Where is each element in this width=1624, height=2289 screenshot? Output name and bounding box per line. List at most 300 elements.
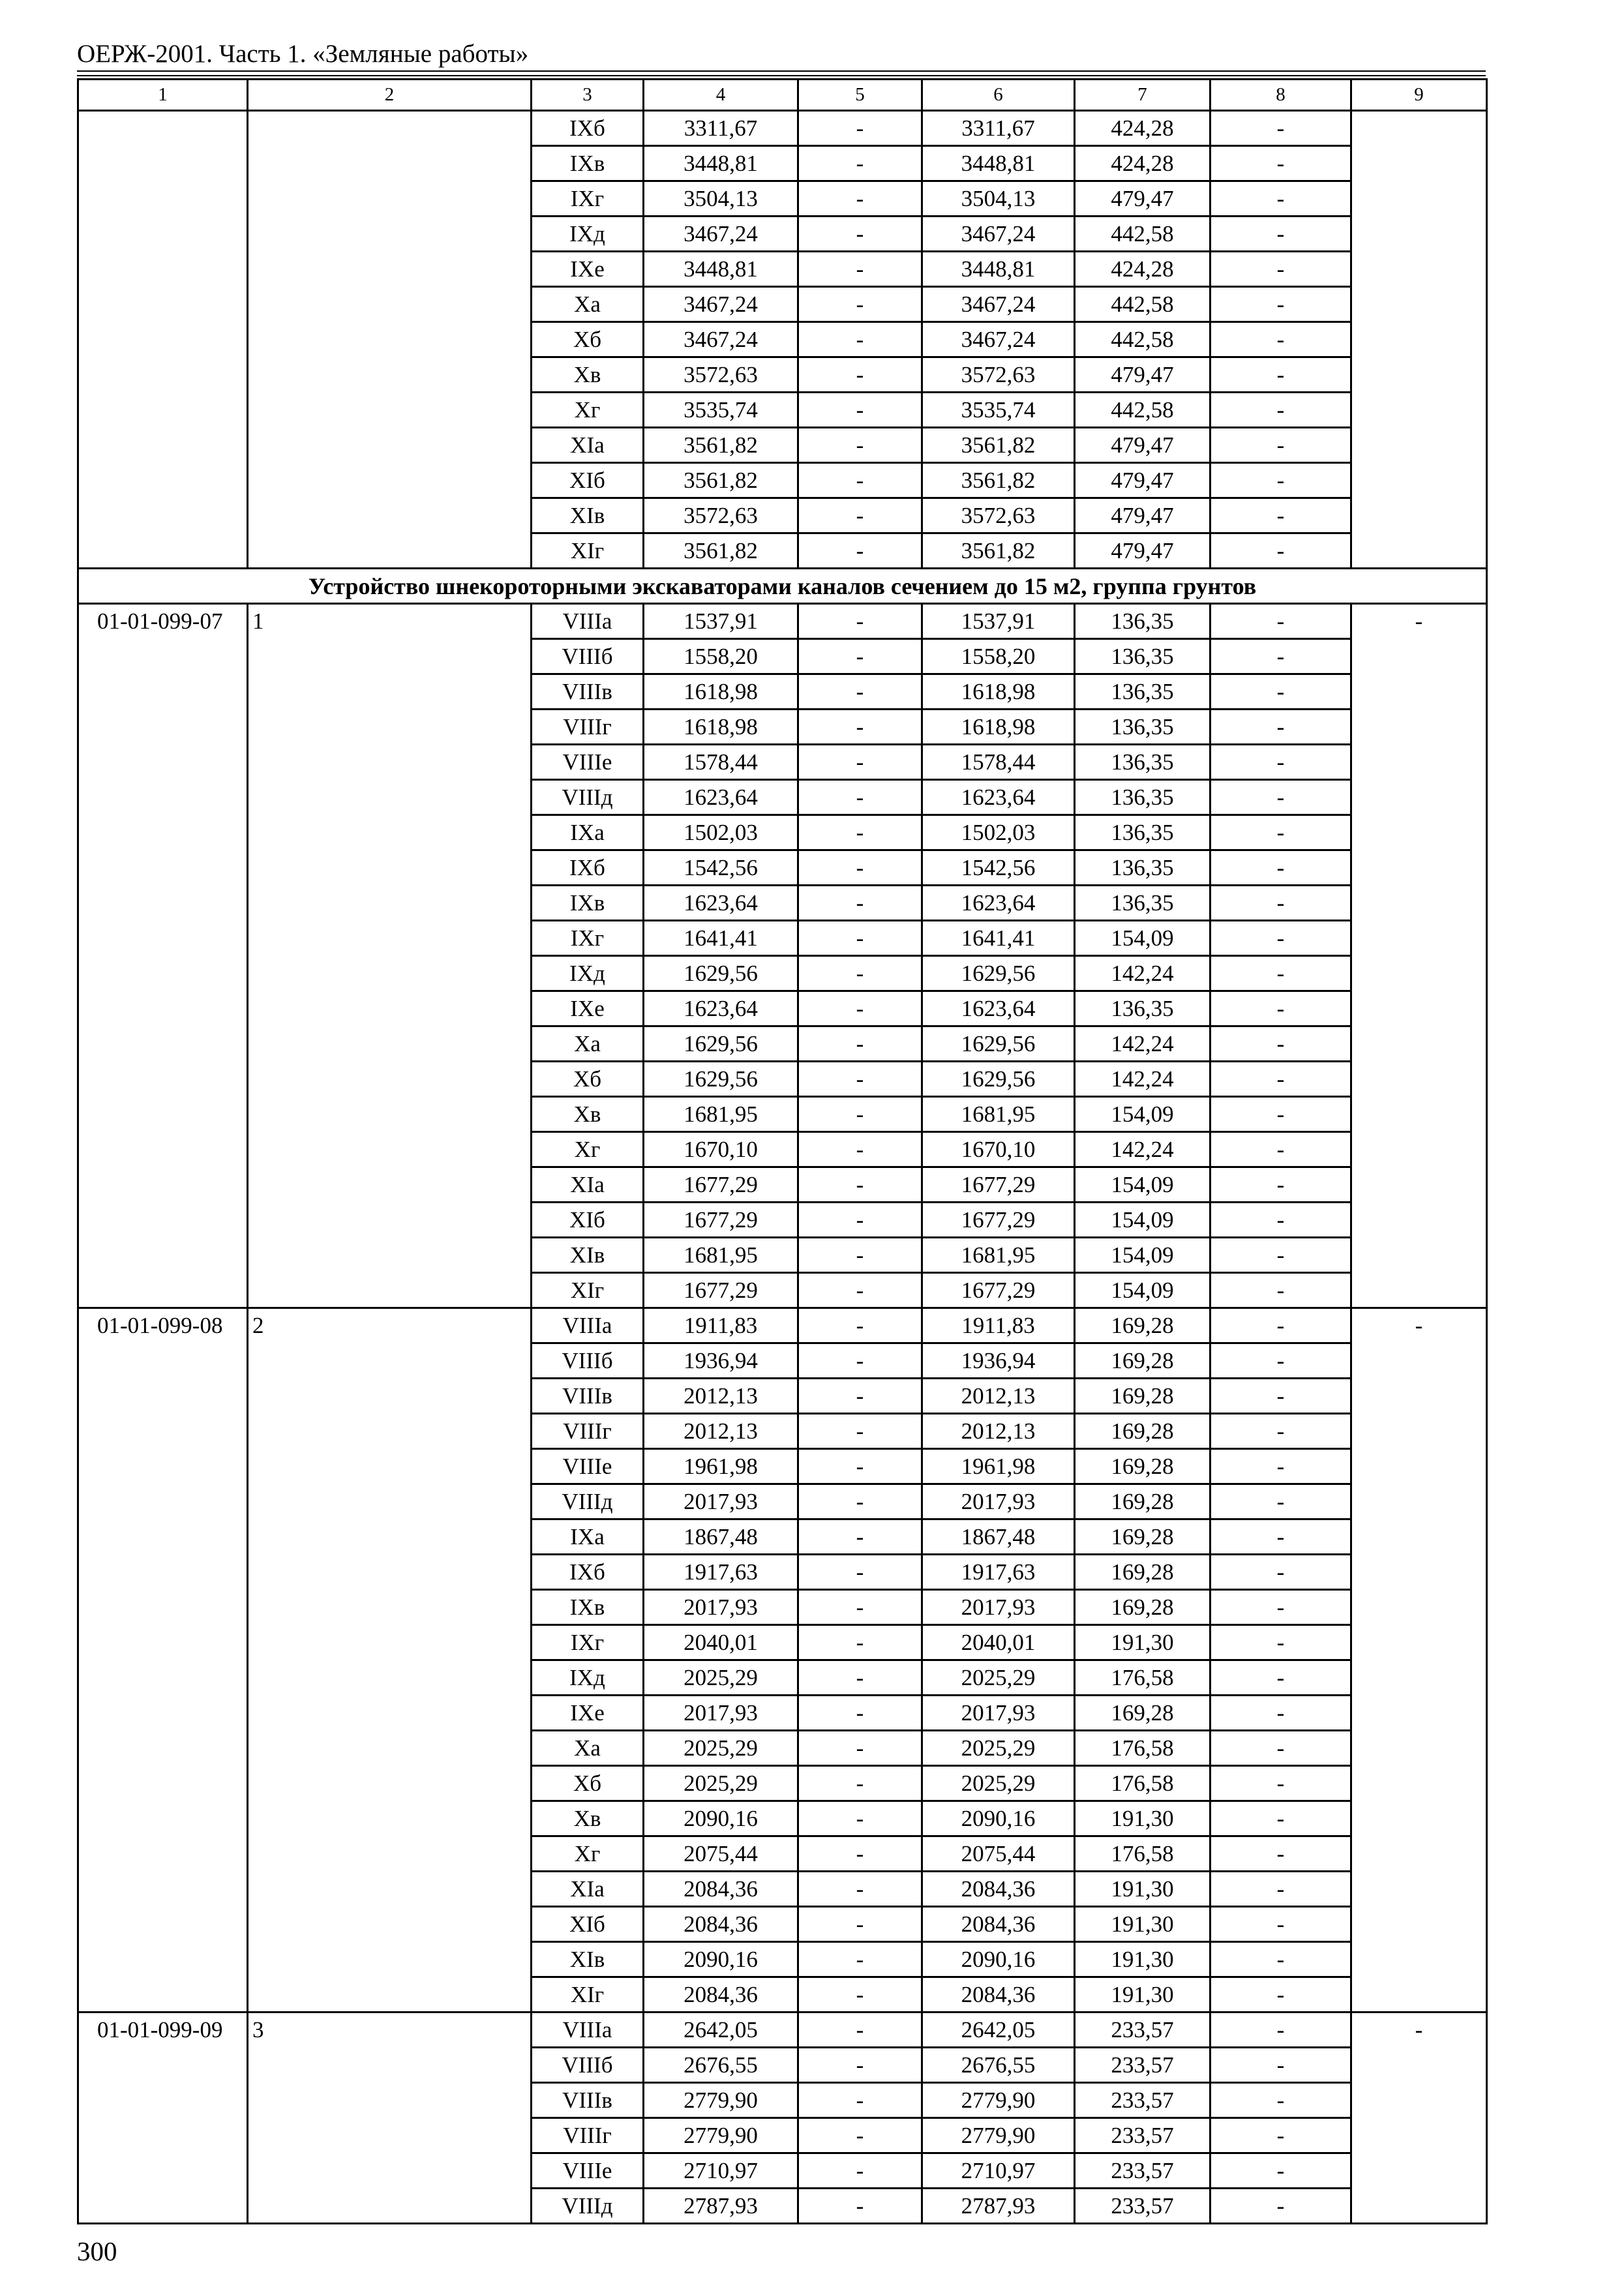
wages-cell: -	[798, 1731, 922, 1766]
operator-wages-cell: 136,35	[1075, 604, 1210, 639]
operator-wages-cell: 233,57	[1075, 2189, 1210, 2224]
operator-wages-cell: 136,35	[1075, 710, 1210, 745]
materials-cell: -	[1210, 533, 1351, 569]
materials-cell: -	[1210, 710, 1351, 745]
rate-code-cell: 01-01-099-08	[78, 1308, 248, 2012]
total-cost-cell: 3504,13	[644, 181, 798, 217]
machine-cost-cell: 1629,56	[922, 1026, 1075, 1062]
item-number-cell: 1	[248, 604, 532, 1308]
machine-cost-cell: 2017,93	[922, 1696, 1075, 1731]
materials-cell: -	[1210, 1519, 1351, 1555]
total-cost-cell: 1537,91	[644, 604, 798, 639]
operator-wages-cell: 424,28	[1075, 146, 1210, 181]
operator-wages-cell: 424,28	[1075, 252, 1210, 287]
wages-cell: -	[798, 217, 922, 252]
operator-wages-cell: 191,30	[1075, 1625, 1210, 1660]
materials-cell: -	[1210, 2012, 1351, 2048]
item-number-cell: 2	[248, 1308, 532, 2012]
machine-cost-cell: 1623,64	[922, 886, 1075, 921]
machine-cost-cell: 2090,16	[922, 1801, 1075, 1836]
soil-group-cell: IXг	[532, 1625, 644, 1660]
materials-cell: -	[1210, 1977, 1351, 2012]
machine-cost-cell: 1542,56	[922, 850, 1075, 886]
soil-group-cell: VIIIг	[532, 2118, 644, 2153]
total-cost-cell: 2017,93	[644, 1484, 798, 1519]
materials-cell: -	[1210, 1026, 1351, 1062]
column-number: 8	[1210, 80, 1351, 111]
materials-cell: -	[1210, 287, 1351, 322]
section-heading: Устройство шнекороторными экскаваторами каналов сечением до 15 м2, группа грунтов	[78, 569, 1487, 604]
machine-cost-cell: 1629,56	[922, 956, 1075, 991]
rate-code-cell	[78, 111, 248, 569]
wages-cell: -	[798, 1273, 922, 1308]
soil-group-cell: XIг	[532, 533, 644, 569]
machine-cost-cell: 3311,67	[922, 111, 1075, 146]
materials-cell: -	[1210, 780, 1351, 815]
wages-cell: -	[798, 991, 922, 1026]
soil-group-cell: IXд	[532, 1660, 644, 1696]
machine-cost-cell: 1502,03	[922, 815, 1075, 850]
machine-cost-cell: 2090,16	[922, 1942, 1075, 1977]
machine-cost-cell: 1867,48	[922, 1519, 1075, 1555]
wages-cell: -	[798, 1167, 922, 1203]
materials-cell: -	[1210, 322, 1351, 357]
machine-cost-cell: 2017,93	[922, 1484, 1075, 1519]
total-cost-cell: 1677,29	[644, 1203, 798, 1238]
materials-cell: -	[1210, 428, 1351, 463]
soil-group-cell: IXб	[532, 850, 644, 886]
machine-cost-cell: 2012,13	[922, 1414, 1075, 1449]
labor-cost-cell: -	[1351, 604, 1487, 1308]
wages-cell: -	[798, 1660, 922, 1696]
soil-group-cell: IXб	[532, 111, 644, 146]
operator-wages-cell: 142,24	[1075, 1026, 1210, 1062]
table-row	[78, 2012, 1487, 2048]
soil-group-cell: IXг	[532, 921, 644, 956]
machine-cost-cell: 3467,24	[922, 322, 1075, 357]
wages-cell: -	[798, 1449, 922, 1484]
total-cost-cell: 3467,24	[644, 322, 798, 357]
total-cost-cell: 1618,98	[644, 674, 798, 710]
soil-group-cell: Xв	[532, 357, 644, 393]
total-cost-cell: 1623,64	[644, 886, 798, 921]
machine-cost-cell: 2084,36	[922, 1872, 1075, 1907]
materials-cell: -	[1210, 1731, 1351, 1766]
materials-cell: -	[1210, 1203, 1351, 1238]
total-cost-cell: 2779,90	[644, 2118, 798, 2153]
machine-cost-cell: 1677,29	[922, 1273, 1075, 1308]
operator-wages-cell: 136,35	[1075, 815, 1210, 850]
total-cost-cell: 2084,36	[644, 1977, 798, 2012]
materials-cell: -	[1210, 639, 1351, 674]
materials-cell: -	[1210, 217, 1351, 252]
machine-cost-cell: 3561,82	[922, 428, 1075, 463]
item-number-cell: 3	[248, 2012, 532, 2224]
operator-wages-cell: 136,35	[1075, 850, 1210, 886]
labor-cost-cell	[1351, 111, 1487, 569]
materials-cell: -	[1210, 1484, 1351, 1519]
operator-wages-cell: 479,47	[1075, 463, 1210, 498]
operator-wages-cell: 233,57	[1075, 2083, 1210, 2118]
machine-cost-cell: 1623,64	[922, 780, 1075, 815]
machine-cost-cell: 2710,97	[922, 2153, 1075, 2189]
machine-cost-cell: 3572,63	[922, 357, 1075, 393]
machine-cost-cell: 1641,41	[922, 921, 1075, 956]
soil-group-cell: VIIIа	[532, 1308, 644, 1343]
operator-wages-cell: 442,58	[1075, 322, 1210, 357]
wages-cell: -	[798, 1907, 922, 1942]
soil-group-cell: IXе	[532, 1696, 644, 1731]
soil-group-cell: XIв	[532, 1942, 644, 1977]
operator-wages-cell: 136,35	[1075, 639, 1210, 674]
soil-group-cell: XIг	[532, 1977, 644, 2012]
item-number-cell	[248, 111, 532, 569]
wages-cell: -	[798, 357, 922, 393]
operator-wages-cell: 233,57	[1075, 2118, 1210, 2153]
materials-cell: -	[1210, 1766, 1351, 1801]
wages-cell: -	[798, 1766, 922, 1801]
table-row	[78, 111, 1487, 146]
machine-cost-cell: 2017,93	[922, 1590, 1075, 1625]
machine-cost-cell: 1618,98	[922, 674, 1075, 710]
soil-group-cell: XIб	[532, 1203, 644, 1238]
materials-cell: -	[1210, 1273, 1351, 1308]
wages-cell: -	[798, 1977, 922, 2012]
total-cost-cell: 1641,41	[644, 921, 798, 956]
soil-group-cell: IXв	[532, 886, 644, 921]
operator-wages-cell: 169,28	[1075, 1696, 1210, 1731]
machine-cost-cell: 2025,29	[922, 1731, 1075, 1766]
materials-cell: -	[1210, 674, 1351, 710]
soil-group-cell: VIIIд	[532, 1484, 644, 1519]
soil-group-cell: XIв	[532, 1238, 644, 1273]
wages-cell: -	[798, 498, 922, 533]
operator-wages-cell: 191,30	[1075, 1977, 1210, 2012]
materials-cell: -	[1210, 1449, 1351, 1484]
total-cost-cell: 2676,55	[644, 2048, 798, 2083]
total-cost-cell: 1961,98	[644, 1449, 798, 1484]
materials-cell: -	[1210, 1942, 1351, 1977]
wages-cell: -	[798, 1519, 922, 1555]
total-cost-cell: 2084,36	[644, 1872, 798, 1907]
column-number: 4	[644, 80, 798, 111]
total-cost-cell: 2040,01	[644, 1625, 798, 1660]
soil-group-cell: XIа	[532, 1167, 644, 1203]
wages-cell: -	[798, 463, 922, 498]
total-cost-cell: 1681,95	[644, 1097, 798, 1132]
column-number: 9	[1351, 80, 1487, 111]
total-cost-cell: 3572,63	[644, 357, 798, 393]
wages-cell: -	[798, 1555, 922, 1590]
soil-group-cell: IXв	[532, 1590, 644, 1625]
soil-group-cell: Xб	[532, 1766, 644, 1801]
soil-group-cell: IXб	[532, 1555, 644, 1590]
machine-cost-cell: 1917,63	[922, 1555, 1075, 1590]
wages-cell: -	[798, 850, 922, 886]
total-cost-cell: 1681,95	[644, 1238, 798, 1273]
wages-cell: -	[798, 604, 922, 639]
column-number: 3	[532, 80, 644, 111]
wages-cell: -	[798, 710, 922, 745]
machine-cost-cell: 1677,29	[922, 1203, 1075, 1238]
total-cost-cell: 1629,56	[644, 956, 798, 991]
wages-cell: -	[798, 1097, 922, 1132]
wages-cell: -	[798, 1801, 922, 1836]
total-cost-cell: 2090,16	[644, 1942, 798, 1977]
operator-wages-cell: 479,47	[1075, 533, 1210, 569]
operator-wages-cell: 176,58	[1075, 1731, 1210, 1766]
wages-cell: -	[798, 956, 922, 991]
total-cost-cell: 1629,56	[644, 1062, 798, 1097]
operator-wages-cell: 479,47	[1075, 498, 1210, 533]
machine-cost-cell: 1558,20	[922, 639, 1075, 674]
machine-cost-cell: 3448,81	[922, 146, 1075, 181]
wages-cell: -	[798, 111, 922, 146]
total-cost-cell: 3311,67	[644, 111, 798, 146]
operator-wages-cell: 154,09	[1075, 1097, 1210, 1132]
table-row	[78, 604, 1487, 639]
machine-cost-cell: 1623,64	[922, 991, 1075, 1026]
wages-cell: -	[798, 2048, 922, 2083]
total-cost-cell: 1677,29	[644, 1167, 798, 1203]
machine-cost-cell: 2787,93	[922, 2189, 1075, 2224]
page-header: ОЕРЖ-2001. Часть 1. «Земляные работы»	[77, 40, 529, 68]
total-cost-cell: 3561,82	[644, 428, 798, 463]
column-number: 6	[922, 80, 1075, 111]
soil-group-cell: IXе	[532, 991, 644, 1026]
total-cost-cell: 2017,93	[644, 1590, 798, 1625]
machine-cost-cell: 1629,56	[922, 1062, 1075, 1097]
soil-group-cell: VIIIд	[532, 2189, 644, 2224]
wages-cell: -	[798, 252, 922, 287]
materials-cell: -	[1210, 111, 1351, 146]
wages-cell: -	[798, 780, 922, 815]
materials-cell: -	[1210, 956, 1351, 991]
total-cost-cell: 1677,29	[644, 1273, 798, 1308]
operator-wages-cell: 142,24	[1075, 1062, 1210, 1097]
total-cost-cell: 1542,56	[644, 850, 798, 886]
materials-cell: -	[1210, 745, 1351, 780]
materials-cell: -	[1210, 146, 1351, 181]
machine-cost-cell: 1618,98	[922, 710, 1075, 745]
wages-cell: -	[798, 1625, 922, 1660]
operator-wages-cell: 233,57	[1075, 2048, 1210, 2083]
machine-cost-cell: 2084,36	[922, 1977, 1075, 2012]
rates-table	[77, 78, 1488, 2224]
materials-cell: -	[1210, 1907, 1351, 1942]
materials-cell: -	[1210, 1555, 1351, 1590]
operator-wages-cell: 442,58	[1075, 217, 1210, 252]
wages-cell: -	[798, 921, 922, 956]
machine-cost-cell: 2075,44	[922, 1836, 1075, 1872]
wages-cell: -	[798, 639, 922, 674]
wages-cell: -	[798, 1696, 922, 1731]
machine-cost-cell: 3448,81	[922, 252, 1075, 287]
total-cost-cell: 3448,81	[644, 146, 798, 181]
wages-cell: -	[798, 886, 922, 921]
materials-cell: -	[1210, 2048, 1351, 2083]
machine-cost-cell: 2084,36	[922, 1907, 1075, 1942]
rate-code-cell: 01-01-099-07	[78, 604, 248, 1308]
column-number: 5	[798, 80, 922, 111]
header-rule-double	[77, 75, 1486, 76]
wages-cell: -	[798, 1414, 922, 1449]
operator-wages-cell: 191,30	[1075, 1942, 1210, 1977]
total-cost-cell: 1558,20	[644, 639, 798, 674]
total-cost-cell: 3467,24	[644, 217, 798, 252]
machine-cost-cell: 1681,95	[922, 1238, 1075, 1273]
operator-wages-cell: 479,47	[1075, 357, 1210, 393]
materials-cell: -	[1210, 1696, 1351, 1731]
total-cost-cell: 1623,64	[644, 991, 798, 1026]
total-cost-cell: 3448,81	[644, 252, 798, 287]
total-cost-cell: 3561,82	[644, 533, 798, 569]
total-cost-cell: 1911,83	[644, 1308, 798, 1343]
operator-wages-cell: 442,58	[1075, 393, 1210, 428]
wages-cell: -	[798, 745, 922, 780]
soil-group-cell: Xа	[532, 1731, 644, 1766]
rate-code-cell: 01-01-099-09	[78, 2012, 248, 2224]
wages-cell: -	[798, 533, 922, 569]
operator-wages-cell: 154,09	[1075, 921, 1210, 956]
operator-wages-cell: 233,57	[1075, 2153, 1210, 2189]
materials-cell: -	[1210, 2118, 1351, 2153]
machine-cost-cell: 3467,24	[922, 217, 1075, 252]
materials-cell: -	[1210, 1836, 1351, 1872]
soil-group-cell: XIб	[532, 1907, 644, 1942]
soil-group-cell: IXд	[532, 956, 644, 991]
total-cost-cell: 2710,97	[644, 2153, 798, 2189]
total-cost-cell: 2025,29	[644, 1766, 798, 1801]
total-cost-cell: 1623,64	[644, 780, 798, 815]
machine-cost-cell: 3535,74	[922, 393, 1075, 428]
materials-cell: -	[1210, 463, 1351, 498]
soil-group-cell: VIIIа	[532, 2012, 644, 2048]
materials-cell: -	[1210, 850, 1351, 886]
operator-wages-cell: 479,47	[1075, 181, 1210, 217]
soil-group-cell: XIа	[532, 1872, 644, 1907]
machine-cost-cell: 2642,05	[922, 2012, 1075, 2048]
wages-cell: -	[798, 2012, 922, 2048]
total-cost-cell: 2012,13	[644, 1414, 798, 1449]
materials-cell: -	[1210, 921, 1351, 956]
total-cost-cell: 1618,98	[644, 710, 798, 745]
materials-cell: -	[1210, 1308, 1351, 1343]
wages-cell: -	[798, 1026, 922, 1062]
section-heading-row	[78, 569, 1487, 604]
wages-cell: -	[798, 2083, 922, 2118]
materials-cell: -	[1210, 2083, 1351, 2118]
operator-wages-cell: 233,57	[1075, 2012, 1210, 2048]
soil-group-cell: Xб	[532, 322, 644, 357]
operator-wages-cell: 169,28	[1075, 1414, 1210, 1449]
operator-wages-cell: 479,47	[1075, 428, 1210, 463]
materials-cell: -	[1210, 604, 1351, 639]
machine-cost-cell: 2012,13	[922, 1379, 1075, 1414]
materials-cell: -	[1210, 991, 1351, 1026]
wages-cell: -	[798, 1942, 922, 1977]
materials-cell: -	[1210, 1660, 1351, 1696]
soil-group-cell: VIIIд	[532, 780, 644, 815]
machine-cost-cell: 2779,90	[922, 2118, 1075, 2153]
operator-wages-cell: 136,35	[1075, 674, 1210, 710]
machine-cost-cell: 1578,44	[922, 745, 1075, 780]
wages-cell: -	[798, 1203, 922, 1238]
machine-cost-cell: 2676,55	[922, 2048, 1075, 2083]
materials-cell: -	[1210, 1379, 1351, 1414]
total-cost-cell: 2025,29	[644, 1731, 798, 1766]
machine-cost-cell: 3467,24	[922, 287, 1075, 322]
operator-wages-cell: 136,35	[1075, 780, 1210, 815]
soil-group-cell: VIIIб	[532, 1343, 644, 1379]
total-cost-cell: 1629,56	[644, 1026, 798, 1062]
machine-cost-cell: 3572,63	[922, 498, 1075, 533]
materials-cell: -	[1210, 886, 1351, 921]
materials-cell: -	[1210, 357, 1351, 393]
soil-group-cell: IXг	[532, 181, 644, 217]
labor-cost-cell: -	[1351, 2012, 1487, 2224]
materials-cell: -	[1210, 1590, 1351, 1625]
materials-cell: -	[1210, 498, 1351, 533]
wages-cell: -	[798, 2153, 922, 2189]
operator-wages-cell: 169,28	[1075, 1308, 1210, 1343]
materials-cell: -	[1210, 1872, 1351, 1907]
soil-group-cell: XIа	[532, 428, 644, 463]
operator-wages-cell: 191,30	[1075, 1872, 1210, 1907]
total-cost-cell: 1670,10	[644, 1132, 798, 1167]
operator-wages-cell: 169,28	[1075, 1379, 1210, 1414]
machine-cost-cell: 2025,29	[922, 1660, 1075, 1696]
soil-group-cell: VIIIб	[532, 639, 644, 674]
total-cost-cell: 2779,90	[644, 2083, 798, 2118]
wages-cell: -	[798, 1836, 922, 1872]
materials-cell: -	[1210, 815, 1351, 850]
machine-cost-cell: 3504,13	[922, 181, 1075, 217]
machine-cost-cell: 1936,94	[922, 1343, 1075, 1379]
materials-cell: -	[1210, 393, 1351, 428]
wages-cell: -	[798, 181, 922, 217]
soil-group-cell: VIIIе	[532, 2153, 644, 2189]
operator-wages-cell: 154,09	[1075, 1273, 1210, 1308]
soil-group-cell: IXа	[532, 1519, 644, 1555]
soil-group-cell: XIб	[532, 463, 644, 498]
labor-cost-cell: -	[1351, 1308, 1487, 2012]
operator-wages-cell: 142,24	[1075, 1132, 1210, 1167]
machine-cost-cell: 2025,29	[922, 1766, 1075, 1801]
page-number: 300	[77, 2236, 117, 2266]
wages-cell: -	[798, 815, 922, 850]
materials-cell: -	[1210, 1132, 1351, 1167]
wages-cell: -	[798, 1343, 922, 1379]
column-number: 2	[248, 80, 532, 111]
operator-wages-cell: 169,28	[1075, 1555, 1210, 1590]
soil-group-cell: IXе	[532, 252, 644, 287]
soil-group-cell: VIIIе	[532, 745, 644, 780]
operator-wages-cell: 136,35	[1075, 991, 1210, 1026]
soil-group-cell: VIIIа	[532, 604, 644, 639]
total-cost-cell: 2017,93	[644, 1696, 798, 1731]
total-cost-cell: 3467,24	[644, 287, 798, 322]
materials-cell: -	[1210, 252, 1351, 287]
total-cost-cell: 1502,03	[644, 815, 798, 850]
materials-cell: -	[1210, 1414, 1351, 1449]
operator-wages-cell: 176,58	[1075, 1766, 1210, 1801]
operator-wages-cell: 176,58	[1075, 1836, 1210, 1872]
soil-group-cell: Xв	[532, 1801, 644, 1836]
materials-cell: -	[1210, 181, 1351, 217]
total-cost-cell: 3572,63	[644, 498, 798, 533]
wages-cell: -	[798, 322, 922, 357]
